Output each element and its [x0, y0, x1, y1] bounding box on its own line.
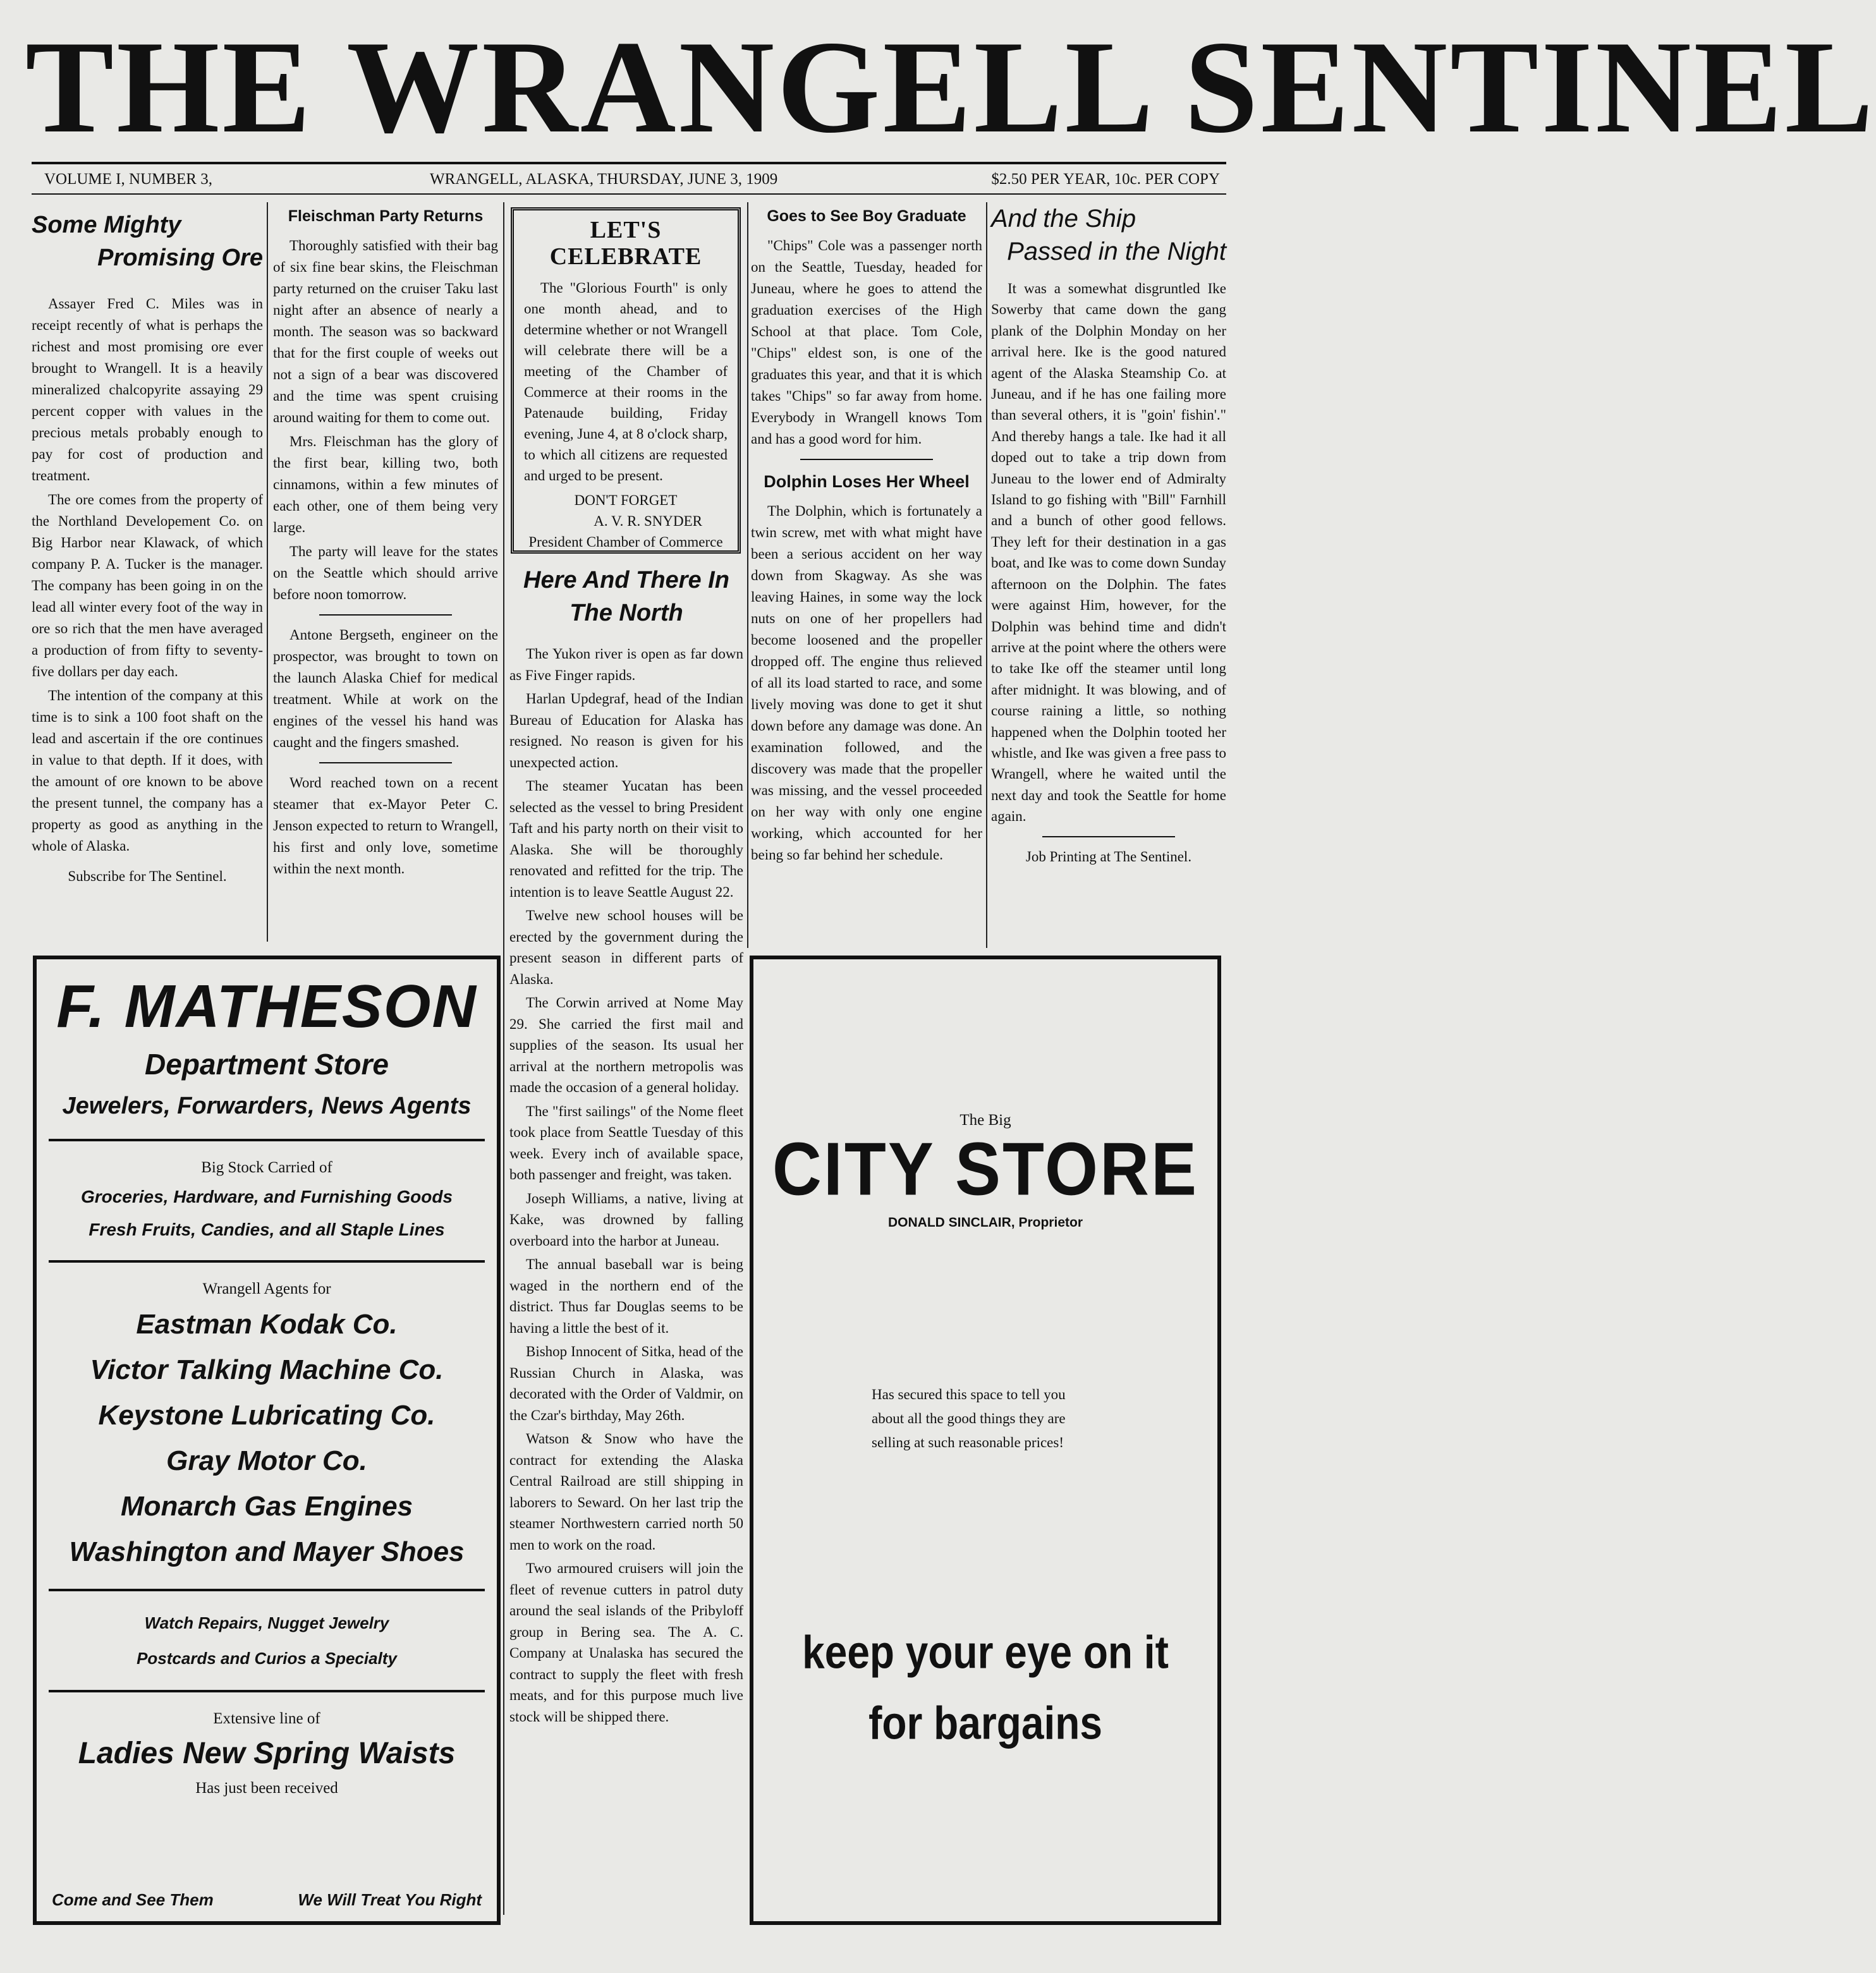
article-headline: Goes to See Boy Graduate: [767, 207, 966, 225]
proprietor-line: DONALD SINCLAIR, Proprietor: [887, 1215, 1083, 1230]
section-divider: [319, 762, 452, 763]
news-item: Bishop Innocent of Sitka, head of the Russian Church in Alaska, was decorated with the Order of Valdmir, on the Czar's birthday, May 26th.: [509, 1344, 743, 1423]
notice-body: The "Glorious Fourth" is only one month ahead, and to determine whether or not Wrangell will celebrate there will be a meeting of the Chamber of Commerce at their rooms in the Patenaude building, Friday evening, June 4, at 8 o'clock sharp, to which all citizens are requested and urged to be present.: [524, 280, 728, 483]
article-paragraph: The ore comes from the property of the Northland Developement Co. on Big Harbor near Klawack, of which company P. A. Tucker is the manager. The company has been going in on the lead all winter every foot of the way in ore so rich that the men have averaged a production of from fifty to seventy-five dollars per day each.: [32, 492, 263, 679]
waists-line: Ladies New Spring Waists: [78, 1737, 456, 1770]
repairs-line: Watch Repairs, Nugget Jewelry: [144, 1613, 389, 1632]
notice-title: LET'S: [590, 217, 662, 243]
ad-message: Has secured this space to tell you about all the good things they are selling at such reasonable prices!: [872, 1387, 1066, 1450]
treat-right-line: We Will Treat You Right: [298, 1890, 482, 1909]
column-rule: [503, 202, 504, 1915]
newspaper-title: THE WRANGELL SENTINEL: [25, 14, 1876, 161]
news-item: The annual baseball war is being waged in the northern end of the district. Thus far Douglas seems to be having a little the best of it.: [509, 1256, 743, 1336]
celebrate-notice-box: [511, 207, 741, 554]
matheson-advertisement: [33, 956, 501, 1925]
article-paragraph: It was a somewhat disgruntled Ike Sowerby that came down the gang plank of the Dolphin Monday on her arrival here. Ike is the good natured agent of the Alaska Steamship Co. at Juneau, and if he has one failing more than several others, it is "goin' fishin'." And thereby hangs a tale. Ike had it all doped out to take a trip down from Juneau to the lower end of Admiralty Island to go fishing with "Bill" Farnhill and a bunch of other good fellows. They left for their destination in a gas boat, and Ike was to come down Sunday afternoon on the Dolphin. The fates were against Him, however, for the Dolphin was behind time and didn't arrive at the point where the others were to take Ike off the steamer until long after midnight. It was blowing, and of course raining a little, so nothing happened when the Dolphin tooted her whistle, and Ike was given a free pass to Wrangell, where he waited until the next day and took the Seattle for home again.: [991, 281, 1226, 825]
stock-label: Big Stock Carried of: [201, 1159, 332, 1176]
dont-forget: DON'T FORGET: [574, 492, 678, 508]
the-big-label: The Big: [959, 1112, 1011, 1129]
article-paragraph: Assayer Fred C. Miles was in receipt recently of what is perhaps the richest and most promising ore ever brought to Wrangell. It is a heavily mineralized chalcopyrite assaying 29 percent copper with values in the precious metals probably enough to pay for cost of production and treatment.: [32, 296, 263, 483]
ad-rule: [49, 1589, 485, 1591]
news-item: Two armoured cruisers will join the fleet of revenue cutters in patrol duty around the seal islands of the Pribyloff group in Bering sea. The A. C. Company at Unalaska has secured the contract to supply the fleet with fresh meats, and for this purpose much live stock will be shipped there.: [509, 1560, 743, 1725]
news-item: Joseph Williams, a native, living at Kake, was drowned by falling overboard into the harbor at Juneau.: [509, 1190, 743, 1249]
article-headline: Here And There In: [523, 567, 729, 593]
article-headline: Passed in the Night: [1007, 238, 1226, 265]
agent-item: Victor Talking Machine Co.: [90, 1354, 444, 1385]
article-headline: Promising Ore: [97, 245, 263, 271]
agent-item: Keystone Lubricating Co.: [98, 1400, 436, 1431]
section-divider: [800, 459, 933, 460]
dateline: WRANGELL, ALASKA, THURSDAY, JUNE 3, 1909: [430, 171, 778, 188]
section-divider: [1042, 836, 1175, 837]
stock-line: Fresh Fruits, Candies, and all Staple Lines: [88, 1220, 445, 1239]
column-rule: [986, 202, 987, 948]
slogan-line: keep your eye on it: [802, 1625, 1169, 1679]
received-line: Has just been received: [195, 1780, 338, 1797]
news-item: Watson & Snow who have the contract for extending the Alaska Central Railroad are still shipping in laborers to Seward. On her last trip the steamer Northwestern carried north 50 men to work on the road.: [509, 1431, 743, 1553]
volume-number: VOLUME I, NUMBER 3,: [44, 171, 212, 188]
ad-rule: [49, 1139, 485, 1141]
agent-item: Gray Motor Co.: [166, 1445, 367, 1476]
article-ship-passed: [991, 202, 1226, 870]
masthead-rule-top: [32, 162, 1226, 164]
agents-label: Wrangell Agents for: [202, 1280, 331, 1297]
article-fleischman-party: [273, 203, 498, 882]
news-item: The steamer Yucatan has been selected as the vessel to bring President Taft and his party north on their visit to Alaska. She will be thoroughly renovated and refitted for the trip. The intention is to leave Seattle August 22.: [509, 778, 743, 900]
ad-rule: [49, 1690, 485, 1692]
extensive-label: Extensive line of: [213, 1710, 320, 1727]
news-item: The Yukon river is open as far down as Five Finger rapids.: [509, 646, 743, 683]
postcards-line: Postcards and Curios a Specialty: [137, 1649, 397, 1668]
news-item: Twelve new school houses will be erected by the government during the present season in different parts of Alaska.: [509, 908, 743, 987]
agent-item: Monarch Gas Engines: [120, 1491, 413, 1522]
store-name: F. MATHESON: [56, 973, 477, 1040]
article-headline: Dolphin Loses Her Wheel: [764, 472, 970, 491]
agent-item: Eastman Kodak Co.: [136, 1309, 398, 1340]
article-headline: Some Mighty: [32, 212, 181, 238]
come-see-line: Come and See Them: [52, 1890, 214, 1909]
article-promising-ore: [32, 209, 263, 890]
article-paragraph: "Chips" Cole was a passenger north on the Seattle, Tuesday, headed for Juneau, where he goes to attend the graduation exercises of the High School at that place. Tom Cole, "Chips" eldest son, is one of the graduates this year, and that it is which takes "Chips" so far away from home. Everybody in Wrangell knows Tom and has a good word for him.: [751, 238, 982, 447]
city-store-advertisement: [750, 956, 1221, 1925]
news-item: The "first sailings" of the Nome fleet took place from Seattle Tuesday of this week. Every inch of available space, both passenger and freight, was taken.: [509, 1103, 743, 1182]
article-paragraph: Antone Bergseth, engineer on the prospector, was brought to town on the launch Alaska Chief for medical treatment. While at work on the engines of the vessel his hand was caught and the fingers smashed.: [273, 627, 498, 750]
article-paragraph: Word reached town on a recent steamer that ex-Mayor Peter C. Jenson expected to return to Wrangell, his first and only love, sometime within the next month.: [273, 775, 498, 877]
news-item: Harlan Updegraf, head of the Indian Bureau of Education for Alaska has resigned. No reason is given for his unexpected action.: [509, 691, 743, 770]
article-paragraph: The intention of the company at this time is to sink a 100 foot shaft on the lead and ascertain if the ore continues in value to that depth. If it does, with the amount of ore known to be above the present tunnel, the company has a property as good as anything in the whole of Alaska.: [32, 688, 263, 854]
column-rule: [747, 202, 748, 948]
article-paragraph: The party will leave for the states on the Seattle which should arrive before noon tomorrow.: [273, 543, 498, 602]
slogan-line: for bargains: [868, 1696, 1102, 1749]
article-here-and-there: [509, 564, 743, 1730]
section-divider: [319, 614, 452, 616]
stock-line: Groceries, Hardware, and Furnishing Goods: [80, 1187, 453, 1206]
column-rule: [267, 202, 268, 942]
article-paragraph: The Dolphin, which is fortunately a twin screw, met with what might have been a serious accident on her way down from Skagway. As she was leaving Haines, in some way the lock nuts on one of her propellers had become loosened and the propeller dropped off. The engine thus relieved of all its load started to race, and some lively moving was done to get it shut down before any damage was done. An examination followed, and the discovery was made that the propeller was missing, and the vessel proceeded on her way with only one engine working, which accounted for her being so far behind her schedule.: [751, 503, 982, 863]
article-headline: The North: [570, 600, 683, 626]
article-headline: Fleischman Party Returns: [288, 207, 484, 225]
masthead-rule-bottom: [32, 193, 1226, 195]
article-boy-graduate: [751, 203, 982, 868]
article-paragraph: Mrs. Fleischman has the glory of the first bear, killing two, both cinnamons, within a few minutes of each other, one of them being very large.: [273, 434, 498, 535]
notice-signer-title: President Chamber of Commerce: [528, 534, 723, 550]
subscription-price: $2.50 PER YEAR, 10c. PER COPY: [991, 171, 1220, 188]
job-printing-note: Job Printing at The Sentinel.: [1025, 848, 1192, 865]
store-services: Jewelers, Forwarders, News Agents: [62, 1093, 472, 1119]
subscribe-note: Subscribe for The Sentinel.: [68, 868, 227, 884]
article-paragraph: Thoroughly satisfied with their bag of six fine bear skins, the Fleischman party returned on the cruiser Taku last night after an absence of nearly a month. The season was so backward that for the first couple of weeks out not a sign of a bear was discovered and the time was spent cruising around waiting for them to come out.: [273, 238, 498, 425]
notice-signer: A. V. R. SNYDER: [594, 513, 702, 529]
agent-item: Washington and Mayer Shoes: [69, 1536, 465, 1567]
store-type: Department Store: [145, 1048, 389, 1081]
news-item: The Corwin arrived at Nome May 29. She carried the first mail and supplies of the season. Its usual her arrival at the northern metropolis was made the occasion of a general holiday.: [509, 995, 743, 1095]
article-headline: And the Ship: [991, 205, 1136, 233]
store-name: CITY STORE: [772, 1126, 1199, 1211]
ad-rule: [49, 1260, 485, 1263]
masthead-infobar: [44, 168, 1220, 191]
notice-title: CELEBRATE: [549, 243, 702, 270]
